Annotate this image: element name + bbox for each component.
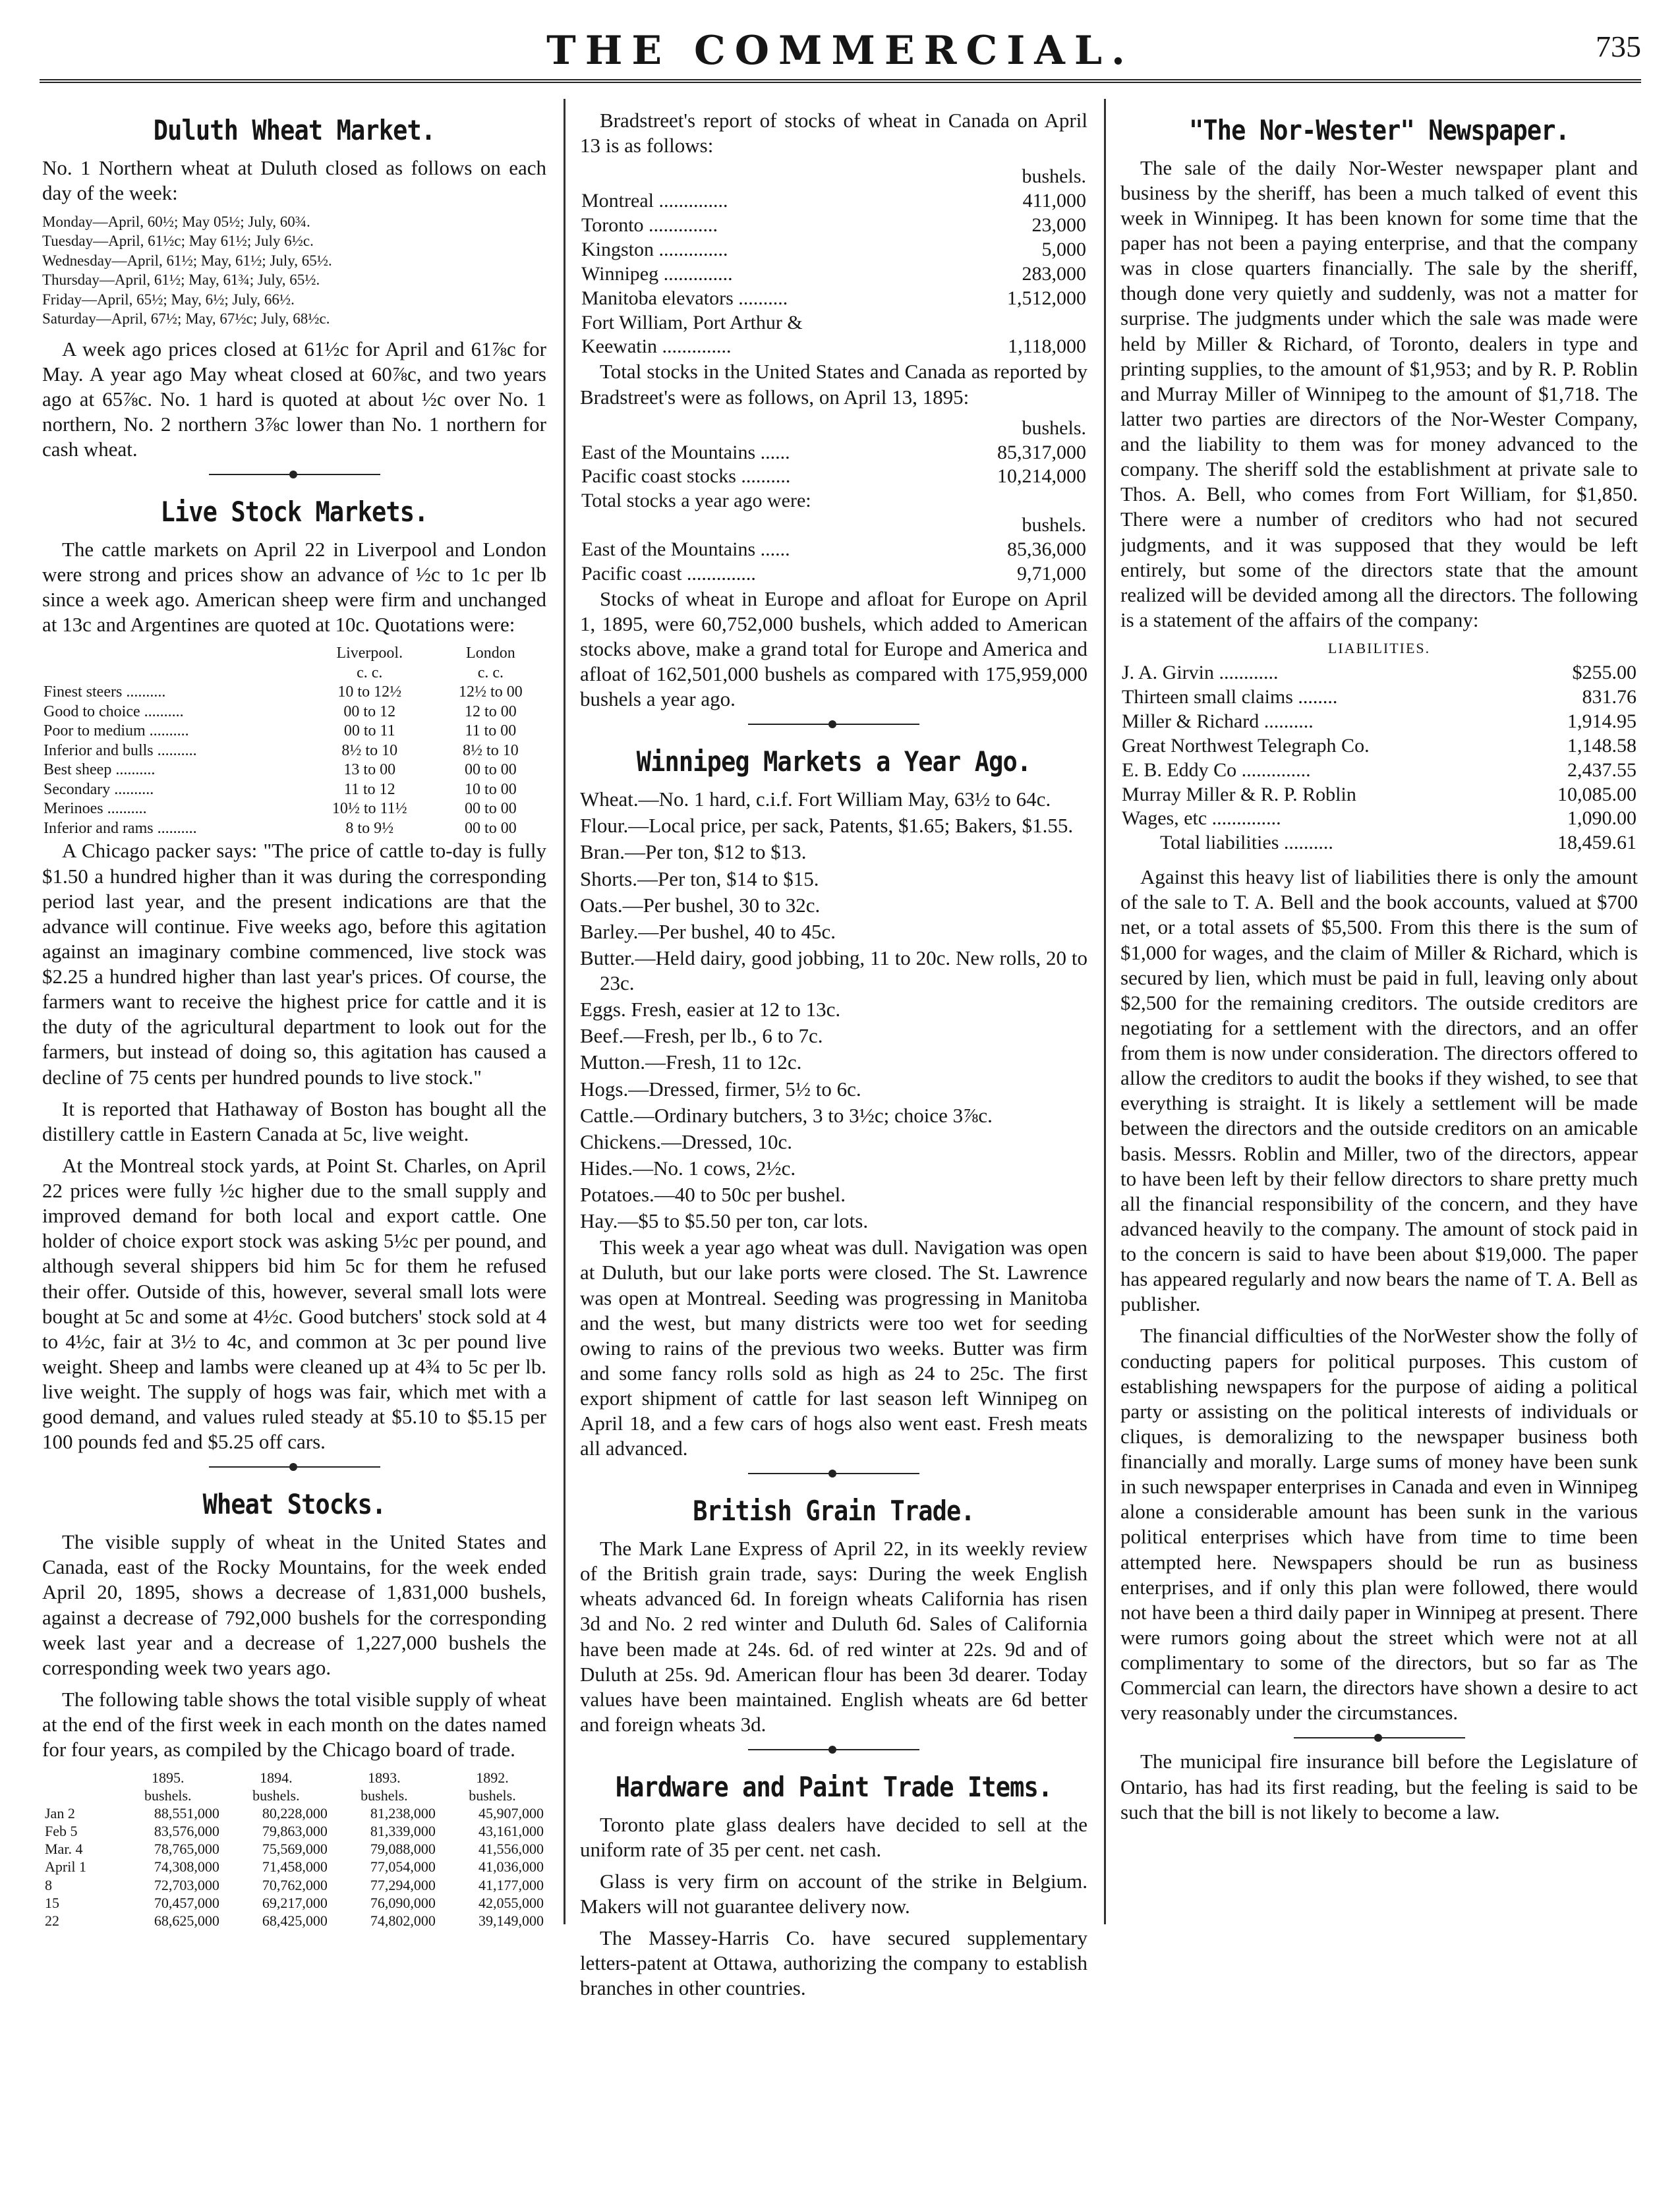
table-cell: 22 — [45, 1912, 59, 1929]
quotations-table — [42, 644, 546, 838]
article-heading-winnipeg: Winnipeg Markets a Year Ago. — [636, 745, 1031, 778]
table-caption: Total stocks a year ago were: — [581, 490, 811, 512]
table-row — [42, 1912, 546, 1930]
table-cell: 41,177,000 — [478, 1876, 544, 1893]
table-cell: East of the Mountains ...... — [581, 538, 790, 561]
table-cell: 5,000 — [1041, 238, 1086, 260]
column-rule — [1104, 99, 1106, 1924]
table-cell: 8 to 9½ — [345, 819, 394, 837]
table-cell: Jan 2 — [45, 1805, 75, 1822]
daily-prices — [42, 212, 546, 329]
visible-supply-table — [42, 1769, 546, 1929]
day-line: Monday—April, 60½; May 05½; July, 60¾. — [42, 213, 310, 230]
table-cell: Murray Miller & R. P. Roblin — [1122, 783, 1356, 805]
masthead — [40, 20, 1641, 83]
table-cell: Inferior and rams .......... — [43, 819, 197, 837]
canada-stocks-table — [580, 165, 1087, 359]
article-heading-hardware: Hardware and Paint Trade Items. — [615, 1771, 1053, 1804]
table-row — [42, 1804, 546, 1822]
article-paragraph: No. 1 Northern wheat at Duluth closed as follows on each day of the week: — [42, 156, 546, 204]
table-cell: 1,090.00 — [1567, 807, 1637, 830]
article-paragraph: The following table shows the total visible supply of wheat at the end of the first week in each month on the dates named for four years, as compiled by the Chicago board of trade. — [42, 1687, 546, 1762]
table-row — [1120, 783, 1638, 807]
table-cell: 10,085.00 — [1557, 783, 1637, 805]
table-row — [42, 1894, 546, 1912]
table-cell: Pacific coast .............. — [581, 562, 756, 585]
table-cell: 18,459.61 — [1557, 832, 1637, 854]
table-row — [580, 311, 1087, 335]
table-cell: Manitoba elevators .......... — [581, 287, 788, 309]
table-cell: 12½ to 00 — [459, 683, 523, 701]
section-divider — [748, 1749, 919, 1756]
table-cell: 88,551,000 — [154, 1805, 219, 1822]
table-cell: Miller & Richard .......... — [1122, 710, 1314, 732]
table-subheader: bushels. — [361, 1787, 408, 1804]
table-cell: Finest steers .......... — [43, 683, 166, 701]
table-cell: 74,308,000 — [154, 1858, 219, 1876]
table-row — [42, 722, 546, 741]
table-cell: 68,625,000 — [154, 1912, 219, 1929]
table-row — [42, 799, 546, 819]
table-cell: 68,425,000 — [262, 1912, 328, 1929]
table-header — [42, 1769, 114, 1787]
list-item: Wheat.—No. 1 hard, c.i.f. Fort William May, 63½ to 64c. — [580, 788, 1051, 811]
table-cell: 8½ to 10 — [463, 741, 519, 759]
table-row — [42, 703, 546, 722]
list-item: Bran.—Per ton, $12 to $13. — [580, 840, 807, 864]
table-cell: $255.00 — [1572, 662, 1637, 684]
table-cell: East of the Mountains ...... — [581, 441, 790, 463]
table-cell: 15 — [45, 1894, 59, 1911]
table-cell: Total liabilities .......... — [1160, 832, 1333, 854]
table-header: 1895. — [152, 1769, 185, 1787]
table-header: 1893. — [368, 1769, 401, 1787]
market-list — [580, 787, 1087, 1234]
list-item: Mutton.—Fresh, 11 to 12c. — [580, 1050, 802, 1074]
table-row — [42, 741, 546, 761]
table-caption: LIABILITIES. — [1327, 640, 1431, 657]
table-cell: 1,148.58 — [1567, 734, 1637, 757]
article-paragraph: Total stocks in the United States and Canada as reported by Bradstreet's were as follows, on April 13, 1895: — [580, 360, 1087, 409]
table-cell: 11 to 00 — [465, 722, 517, 740]
table-subheader: c. c. — [477, 664, 504, 681]
table-cell: 80,228,000 — [262, 1805, 328, 1822]
table-cell: 85,36,000 — [1007, 538, 1086, 561]
table-cell: 74,802,000 — [370, 1912, 436, 1929]
article-paragraph: A week ago prices closed at 61½c for April and 61⅞c for May. A year ago May wheat closed at 60⅞c, and two years ago at 65⅞c. No. 1 hard is quoted at about ½c over No. 1 northern, No. 2 northern 3⅞c lower than No. 1 northern for cash wheat. — [42, 337, 546, 461]
day-line: Wednesday—April, 61½; May, 61½; July, 65½. — [42, 252, 332, 269]
unit-label: bushels. — [1022, 416, 1086, 439]
table-cell: Merinoes .......... — [43, 800, 147, 818]
column-1 — [42, 99, 546, 2188]
table-cell: 00 to 00 — [465, 800, 517, 818]
article-heading-duluth: Duluth Wheat Market. — [153, 114, 436, 146]
section-divider — [1294, 1737, 1465, 1744]
article-paragraph: Stocks of wheat in Europe and afloat for Europe on April 1, 1895, were 60,752,000 bushels, which added to American stocks above, make a grand total for Europe and America and afloat of 162,501,000 bushels as compared with 175,959,000 bushels a year ago. — [580, 587, 1087, 711]
table-cell: Thirteen small claims ........ — [1122, 685, 1338, 708]
table-cell: 283,000 — [1022, 262, 1086, 285]
day-line: Thursday—April, 61½; May, 61¾; July, 65½. — [42, 272, 320, 289]
table-cell: 81,339,000 — [370, 1823, 436, 1840]
table-cell: 42,055,000 — [478, 1894, 544, 1911]
table-row — [580, 441, 1087, 465]
table-row — [1120, 759, 1638, 783]
table-cell: 81,238,000 — [370, 1805, 436, 1822]
table-cell: 00 to 12 — [343, 703, 396, 720]
table-cell: 76,090,000 — [370, 1894, 436, 1911]
table-cell: 41,036,000 — [478, 1858, 544, 1876]
list-item: Cattle.—Ordinary butchers, 3 to 3½c; choice 3⅞c. — [580, 1103, 993, 1127]
table-cell: 79,863,000 — [262, 1823, 328, 1840]
table-row — [1120, 734, 1638, 759]
table-cell: 85,317,000 — [997, 441, 1086, 463]
article-heading-livestock: Live Stock Markets. — [160, 496, 428, 529]
table-header: London — [466, 645, 515, 662]
table-cell: 77,054,000 — [370, 1858, 436, 1876]
table-row — [42, 780, 546, 800]
article-paragraph: The cattle markets on April 22 in Liverpool and London were strong and prices show an advance of ½c to 1c per lb since a week ago. American sheep were firm and unchanged at 13c and Argentines are quoted at 10c. Quotations were: — [42, 537, 546, 637]
article-heading-norwester: "The Nor-Wester" Newspaper. — [1188, 114, 1570, 146]
column-3 — [1120, 99, 1638, 2188]
table-subheader — [42, 664, 304, 683]
table-cell: Winnipeg .............. — [581, 262, 733, 285]
column-2 — [580, 99, 1087, 2188]
table-cell: 1,512,000 — [1007, 287, 1086, 309]
article-heading-wheat-stocks: Wheat Stocks. — [202, 1488, 386, 1521]
article-paragraph: The Mark Lane Express of April 22, in its weekly review of the British grain trade, says: During the week English wheats advanced 6d. In foreign wheats California has risen 3d and No. 2 red winter and Duluth 6d. Sales of California have been made at 24s. 6d. of red winter at 22s. 9d and of Duluth at 25s. 9d. American flour has been 3d dearer. Today values have been maintained. English wheats are 6d better and foreign wheats 3d. — [580, 1537, 1087, 1736]
table-cell: 411,000 — [1022, 190, 1086, 212]
table-cell: 00 to 00 — [465, 819, 517, 837]
table-cell: Kingston .............. — [581, 238, 728, 260]
table-cell: Montreal .............. — [581, 190, 728, 212]
table-cell: 77,294,000 — [370, 1876, 436, 1893]
list-item: Shorts.—Per ton, $14 to $15. — [580, 867, 819, 890]
table-cell: 23,000 — [1031, 214, 1086, 237]
article-paragraph: Against this heavy list of liabilities there is only the amount of the sale to T. A. Bell and the book accounts, valued at $700 net, or a total assets of $5,500. From this there is the sum of $1,000 for wages, and the claim of Miller & Richard, which is secured by lien, which must be paid in full, leaving only about $2,500 for the remaining creditors. The outside creditors are negotiating for a settlement with the directors, and an offer from them is now under consideration. The directors offered to allow the creditors to audit the books if they wished, to see that everything is straight. It is likely a settlement will be made between the directors and the outside creditors on an amicable basis. Messrs. Roblin and Miller, two of the directors, appear to have been left by their fellow directors to share pretty much all the financial responsibility of the concern, and they have advanced heavily to the company. The amount of stock paid in to the concern is said to have been about $19,000. The paper has appeared regularly and now bears the name of T. A. Bell as publisher. — [1120, 865, 1638, 1316]
list-item: Beef.—Fresh, per lb., 6 to 7c. — [580, 1024, 823, 1048]
article-paragraph: The municipal fire insurance bill before the Legislature of Ontario, has had its first reading, but the feeling is said to be such that the bill is not likely to become a law. — [1120, 1750, 1638, 1823]
table-row — [42, 1822, 546, 1840]
table-cell: 1,914.95 — [1567, 710, 1637, 732]
table-cell: Pacific coast stocks .......... — [581, 465, 791, 488]
table-cell: Keewatin .............. — [581, 335, 732, 358]
article-paragraph: The sale of the daily Nor-Wester newspaper plant and business by the sheriff, has been a much talked of event this week in Winnipeg. It has been known for some time that the paper has not been a paying enterprise, and that the company was in close quarters financially. The sale by the sheriff, though done very quietly and suddenly, was not a matter for surprise. The judgments under which the sale was made were held by Miller & Richard, of Toronto, dealers in type and printing supplies, to the amount of $1,953; and by R. P. Roblin and Murray Miller of Winnipeg to the amount of $1,718. The latter two parties are directors of the Nor-Wester Company, and the liability to them was for money advanced to the company. The sheriff sold the establishment at private sale to Thos. A. Bell, who comes from Fort William, for $1,850. There were a number of creditors who had not secured judgments, and it was supposed that they would be left entirely, but some of the directors state that the amount realized will be devided among all the directors. The following is a statement of the affairs of the company: — [1120, 156, 1638, 631]
table-cell — [952, 311, 1087, 335]
table-cell: Poor to medium .......... — [43, 722, 189, 740]
table-row — [42, 819, 546, 839]
table-cell: 13 to 00 — [343, 761, 396, 779]
table-row — [1120, 661, 1638, 685]
table-cell: 2,437.55 — [1567, 759, 1637, 781]
table-row — [42, 683, 546, 703]
table-row — [580, 465, 1087, 489]
article-paragraph: The Massey-Harris Co. have secured supplementary letters-patent at Ottawa, authorizing the company to establish branches in other countries. — [580, 1926, 1087, 2000]
table-cell: Best sheep .......... — [43, 761, 156, 779]
table-header: 1894. — [260, 1769, 293, 1787]
table-cell: Inferior and bulls .......... — [43, 741, 197, 759]
table-row — [580, 287, 1087, 311]
day-line: Tuesday—April, 61½c; May 61½; July 6½c. — [42, 233, 314, 250]
article-paragraph: It is reported that Hathaway of Boston has bought all the distillery cattle in Eastern Canada at 5c, live weight. — [42, 1097, 546, 1145]
table-subheader: bushels. — [469, 1787, 516, 1804]
table-subheader: c. c. — [357, 664, 383, 681]
table-cell: 10 to 12½ — [337, 683, 402, 701]
article-paragraph: A Chicago packer says: "The price of cattle to-day is fully $1.50 a hundred higher than it was during the corresponding period last year, and the present indications are that the advance will continue. Five weeks ago, before this agitation against an imaginary combine commenced, live stock was $2.25 a hundred higher than last year's prices. Of course, the farmers want to receive the highest price for cattle and it is the duty of the agricultural department to look out for the farmers, but instead of doing so, this agitation has caused a decline of 75 cents per hundred pounds to live stock." — [42, 839, 546, 1089]
table-cell: 1,118,000 — [1008, 335, 1086, 358]
table-cell: 39,149,000 — [478, 1912, 544, 1929]
list-item: Hides.—No. 1 cows, 2½c. — [580, 1156, 796, 1180]
masthead-title: THE COMMERCIAL. — [546, 28, 1134, 74]
table-row — [1120, 710, 1638, 734]
table-cell: 10,214,000 — [997, 465, 1086, 488]
table-cell: 70,762,000 — [262, 1876, 328, 1893]
table-cell: Good to choice .......... — [43, 703, 184, 720]
table-cell: 71,458,000 — [262, 1858, 328, 1876]
us-stocks-table — [580, 416, 1087, 587]
table-cell: 78,765,000 — [154, 1841, 219, 1858]
list-item: Butter.—Held dairy, good jobbing, 11 to 20c. New rolls, 20 to 23c. — [580, 946, 1087, 995]
unit-label: bushels. — [1022, 514, 1086, 536]
table-subheader: bushels. — [252, 1787, 300, 1804]
table-row — [1120, 685, 1638, 710]
table-row — [580, 189, 1087, 214]
table-row — [580, 335, 1087, 359]
table-row — [1120, 807, 1638, 831]
liabilities-table — [1120, 661, 1638, 855]
list-item: Chickens.—Dressed, 10c. — [580, 1130, 792, 1153]
article-heading-british: British Grain Trade. — [693, 1495, 975, 1528]
article-paragraph: At the Montreal stock yards, at Point St. Charles, on April 22 prices were fully ½c higher due to the small supply and improved demand for both local and export cattle. One holder of choice export stock was asking 5½c per pound, and although several shippers bid him 5c for them he refused their offer. Outside of this, however, several small lots were bought at 5c and some at 4½c. Good butchers' stock sold at 4 to 4½c, fair at 3½ to 4c, and common at 3c per pound live weight. Sheep and lambs were cleaned up at 4¾ to 5c per lb. live weight. The supply of hogs was fair, which met with a good demand, and values ruled steady at $5.10 to $5.15 per 100 pounds fed and $5.25 off cars. — [42, 1153, 546, 1454]
table-row — [42, 1876, 546, 1894]
list-item: Flour.—Local price, per sack, Patents, $1.65; Bakers, $1.55. — [580, 814, 1074, 838]
table-cell: Fort William, Port Arthur & — [581, 311, 803, 333]
table-row — [580, 214, 1087, 238]
table-cell: 69,217,000 — [262, 1894, 328, 1911]
table-cell: 72,703,000 — [154, 1876, 219, 1893]
table-cell: Wages, etc .............. — [1122, 807, 1281, 830]
table-cell: Toronto .............. — [581, 214, 718, 237]
article-paragraph: Glass is very firm on account of the strike in Belgium. Makers will not guarantee delivery now. — [580, 1869, 1087, 1918]
list-item: Eggs. Fresh, easier at 12 to 13c. — [580, 998, 841, 1021]
table-cell: 41,556,000 — [478, 1841, 544, 1858]
table-cell: Feb 5 — [45, 1823, 78, 1840]
table-cell: Secondary .......... — [43, 780, 154, 798]
article-paragraph: Bradstreet's report of stocks of wheat in Canada on April 13 is as follows: — [580, 109, 1087, 158]
article-paragraph: The visible supply of wheat in the United States and Canada, east of the Rocky Mountains, for the week ended April 20, 1895, shows a decrease of 1,831,000 bushels, against a decrease of 792,000 bushels for the corresponding week last year and a decrease of 1,227,000 bushels the corresponding week two years ago. — [42, 1530, 546, 1679]
table-cell: 43,161,000 — [478, 1823, 544, 1840]
table-cell: 75,569,000 — [262, 1841, 328, 1858]
table-cell: April 1 — [45, 1858, 86, 1876]
table-cell: J. A. Girvin ............ — [1122, 662, 1279, 684]
section-divider — [209, 474, 380, 480]
table-header: Liverpool. — [336, 645, 403, 662]
table-row — [42, 760, 546, 780]
table-subheader — [42, 1787, 114, 1804]
table-cell: Mar. 4 — [45, 1841, 83, 1858]
table-header — [42, 644, 304, 664]
table-cell: 70,457,000 — [154, 1894, 219, 1911]
section-divider — [748, 1473, 919, 1479]
table-row — [580, 238, 1087, 262]
table-cell: 8½ to 10 — [341, 741, 398, 759]
article-paragraph: The financial difficulties of the NorWester show the folly of conducting papers for political purposes. This custom of establishing newspapers for the purpose of aiding a political party or assisting on the political interests of individuals or cliques, is demoralizing to the newspaper business both financially and morally. Large sums of money have been sunk in such newspaper enterprises in Canada and even in Winnipeg alone a considerable amount has been sunk in the various political enterprises which have from time to time been attempted here. Newspapers should be run as business enterprises, and if only this plan were followed, there would not have been a third daily paper in Winnipeg at present. There were rumors going about the street which were not at all complimentary to some of the directors, but so far as The Commercial can learn, the directors have shown a desire to act very reasonably under the circumstances. — [1120, 1324, 1638, 1725]
list-item: Barley.—Per bushel, 40 to 45c. — [580, 919, 836, 943]
table-cell: 45,907,000 — [478, 1805, 544, 1822]
list-item: Hay.—$5 to $5.50 per ton, car lots. — [580, 1209, 869, 1233]
table-row — [580, 538, 1087, 562]
article-paragraph: This week a year ago wheat was dull. Navigation was open at Duluth, but our lake ports were closed. The St. Lawrence was open at Montreal. Seeding was progressing in Manitoba and the west, but many districts were too wet for seeding owing to rains of the previous two weeks. Butter was firm and some fancy rolls sold as high as 24 to 25c. The first export shipment of cattle for last season left Winnipeg on April 18, and a few cars of hogs also went east. Fresh meats all advanced. — [580, 1236, 1087, 1460]
table-cell: 831.76 — [1582, 685, 1637, 708]
table-cell: 12 to 00 — [465, 703, 517, 720]
table-row — [580, 562, 1087, 587]
list-item: Hogs.—Dressed, firmer, 5½ to 6c. — [580, 1077, 861, 1101]
table-row — [42, 1840, 546, 1858]
article-paragraph: Toronto plate glass dealers have decided to sell at the uniform rate of 35 per cent. net cash. — [580, 1812, 1087, 1861]
day-line: Saturday—April, 67½; May, 67½c; July, 68½c. — [42, 310, 330, 328]
table-cell: 10 to 00 — [465, 780, 517, 798]
unit-label: bushels. — [1022, 165, 1086, 188]
table-cell: 10½ to 11½ — [332, 800, 407, 818]
table-cell: 9,71,000 — [1017, 562, 1086, 585]
table-cell: 79,088,000 — [370, 1841, 436, 1858]
column-rule — [564, 99, 565, 1924]
day-line: Friday—April, 65½; May, 6½; July, 66½. — [42, 291, 295, 308]
table-cell: E. B. Eddy Co .............. — [1122, 759, 1311, 781]
table-cell: 00 to 00 — [465, 761, 517, 779]
table-cell: 8 — [45, 1876, 52, 1893]
table-cell: 00 to 11 — [343, 722, 395, 740]
list-item: Oats.—Per bushel, 30 to 32c. — [580, 893, 821, 917]
table-row — [42, 1858, 546, 1876]
page-number: 735 — [1596, 30, 1641, 63]
table-cell: 83,576,000 — [154, 1823, 219, 1840]
table-header: 1892. — [476, 1769, 509, 1787]
list-item: Potatoes.—40 to 50c per bushel. — [580, 1183, 846, 1207]
section-divider — [209, 1466, 380, 1473]
table-subheader: bushels. — [144, 1787, 192, 1804]
section-divider — [748, 724, 919, 730]
table-cell: 11 to 12 — [343, 780, 395, 798]
table-row-total — [1120, 831, 1638, 855]
table-cell: Great Northwest Telegraph Co. — [1122, 734, 1370, 757]
table-row — [580, 262, 1087, 287]
